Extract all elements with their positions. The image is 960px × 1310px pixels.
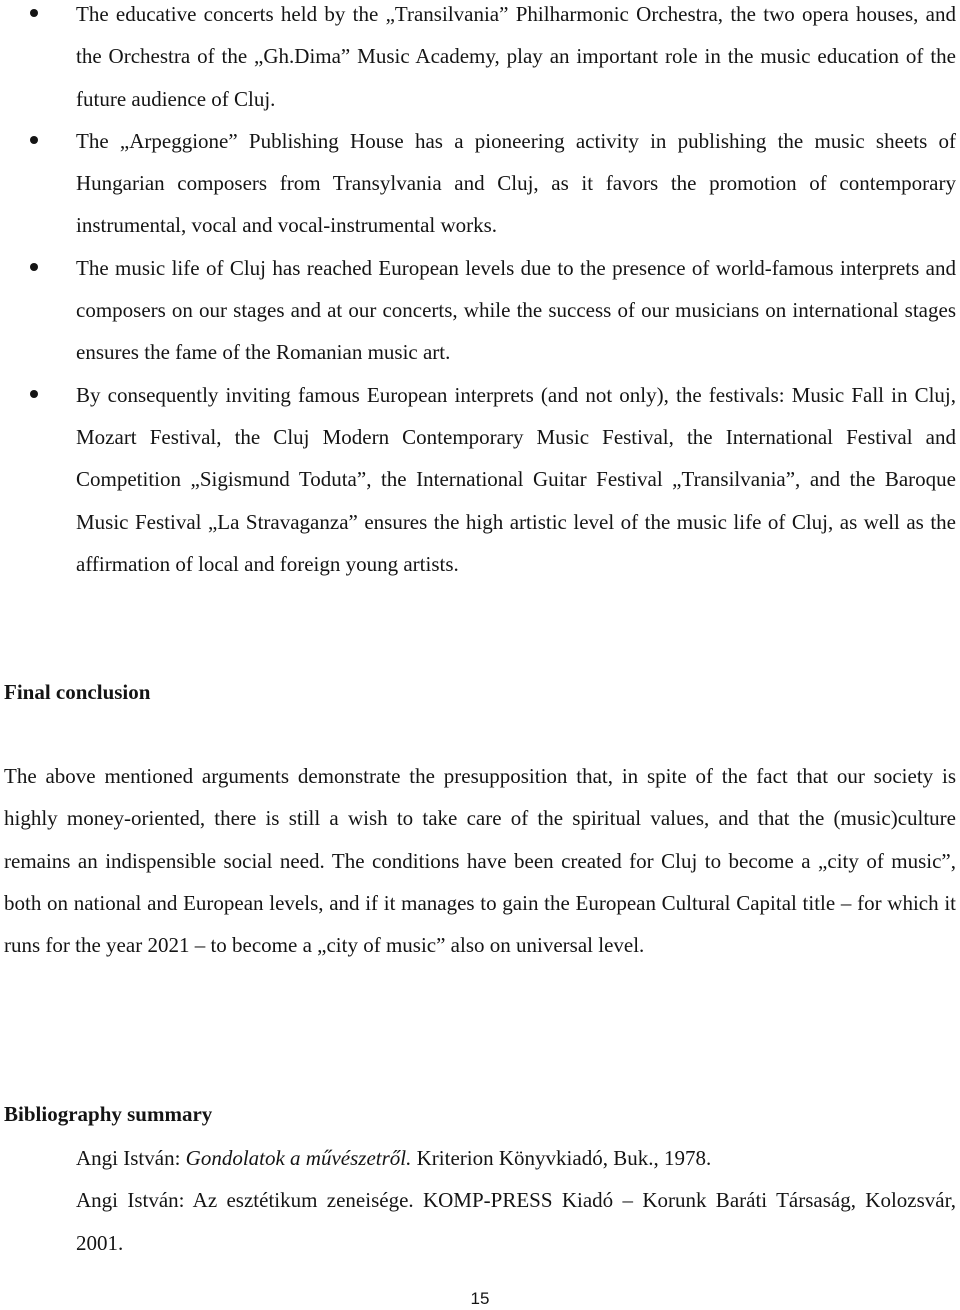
bullet-icon (30, 263, 38, 271)
bibliography-title: Gondolatok a művészetről. (185, 1146, 412, 1170)
page-number: 15 (470, 1289, 490, 1308)
bibliography-author: Angi István: (76, 1146, 186, 1170)
bullet-text: The music life of Cluj has reached European levels due to the presence of world-famous interprets and composers on our stages and at our concerts, while the success of our musicians on international stages ensures the fame of the Romanian music art. (76, 255, 956, 365)
bullet-item (0, 374, 960, 585)
bibliography-author: Angi István: (76, 1188, 193, 1213)
bibliography-entry (76, 1137, 956, 1179)
bibliography-entry (76, 1179, 956, 1264)
bullet-text: By consequently inviting famous European interprets (and not only), the festivals: Music Fall in Cluj, Mozart Festival, the Cluj Modern Contemporary Music Festival, the International Festival and Competition „Sigismund Toduta”, the International Guitar Festival „Transilvania”, and the Baroque Music Festival „La Stravaganza” ensures the high artistic level of the music life of Cluj, as well as the affirmation of local and foreign young artists. (76, 382, 956, 576)
bibliography-heading: Bibliography summary (4, 1102, 213, 1126)
bullet-icon (30, 136, 38, 144)
bullet-text: The educative concerts held by the „Transilvania” Philharmonic Orchestra, the two opera houses, and the Orchestra of the „Gh.Dima” Music Academy, play an important role in the music education of the future audience of Cluj. (76, 2, 956, 111)
bibliography-publisher: Az esztétikum zeneisége. KOMP-PRESS Kiadó – Korunk Baráti Társaság, Kolozsvár, 2001. (76, 1188, 956, 1255)
bullet-item (0, 120, 960, 247)
bullet-item (0, 247, 960, 374)
bullet-text: The „Arpeggione” Publishing House has a pioneering activity in publishing the music sheets of Hungarian composers from Transylvania and Cluj, as it favors the promotion of contemporary instrumental, vocal and vocal-instrumental works. (76, 128, 956, 238)
bullet-item (0, 0, 960, 120)
bullet-icon (30, 390, 38, 398)
conclusion-paragraph: The above mentioned arguments demonstrate the presupposition that, in spite of the fact that our society is highly money-oriented, there is still a wish to take care of the spiritual values, and that the (music)culture remains an indispensible social need. The conditions have been created for Cluj to become a „city of music”, both on national and European levels, and if it manages to gain the European Cultural Capital title – for which it runs for the year 2021 – to become a „city of music” also on universal level. (4, 764, 956, 958)
bibliography-publisher: Kriterion Könyvkiadó, Buk., 1978. (411, 1146, 712, 1170)
conclusion-heading: Final conclusion (4, 680, 151, 704)
bullet-list (0, 0, 960, 585)
bullet-icon (30, 9, 38, 17)
bibliography-list (76, 1137, 956, 1264)
